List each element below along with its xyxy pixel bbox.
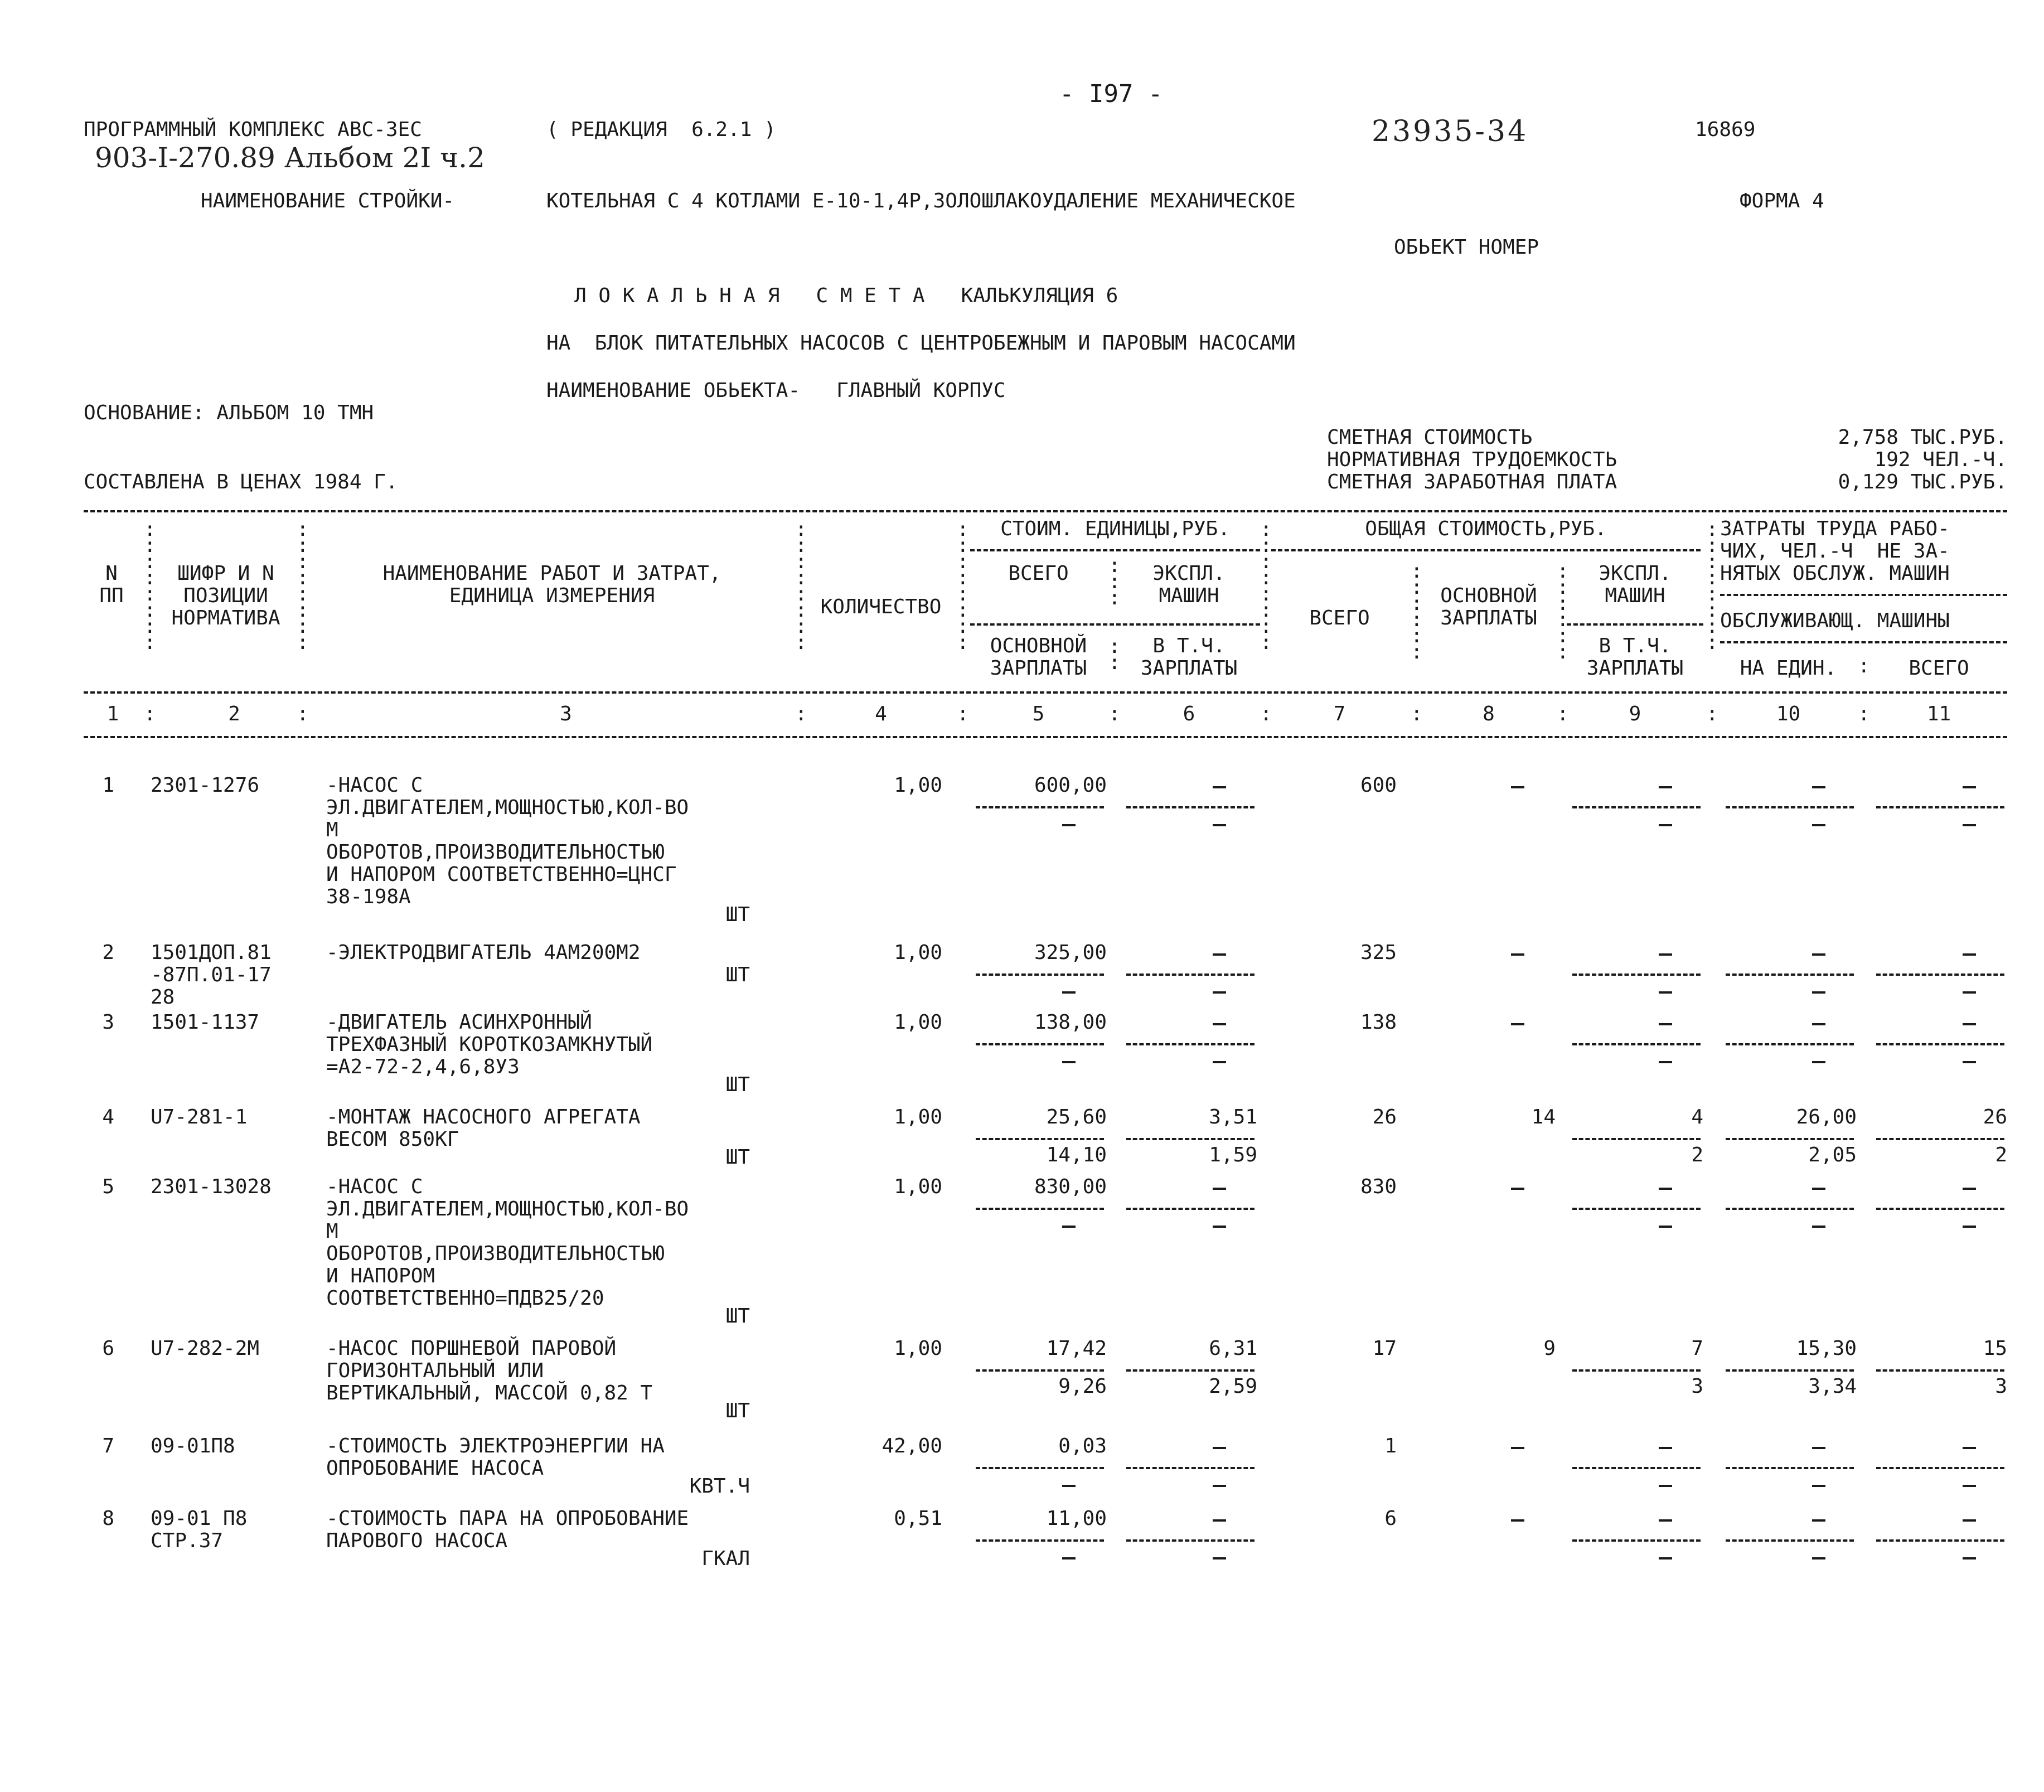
header-bottom-rule — [84, 736, 2007, 738]
object-number: ОБЬЕКТ НОМЕР — [1394, 236, 1539, 259]
row-name-line: СООТВЕТСТВЕННО=ПДВ25/20 — [326, 1287, 604, 1310]
cell-underline — [1126, 1467, 1255, 1469]
empty-value-dash — [1213, 1485, 1226, 1487]
header-col5b-line2: ЗАРПЛАТЫ — [990, 657, 1087, 680]
cell-underline — [1726, 1369, 1854, 1372]
empty-value-dash — [1062, 1226, 1076, 1228]
row-name-line: -НАСОС С — [326, 774, 423, 797]
empty-value-dash — [1963, 1485, 1976, 1487]
header-col1-line1: N — [105, 562, 118, 585]
cell-underline — [976, 806, 1104, 808]
unit-cost-total: 11,00 — [1046, 1507, 1107, 1530]
header-separator: : — [957, 703, 969, 725]
empty-value-dash — [1812, 1023, 1825, 1025]
cell-underline — [1126, 974, 1255, 976]
row-name-line: ЭЛ.ДВИГАТЕЛЕМ,МОЩНОСТЬЮ,КОЛ-ВО — [326, 796, 689, 819]
unit-cost-machines: 3,51 — [1209, 1106, 1257, 1129]
cell-underline — [1726, 1043, 1854, 1045]
unit-wage: 14,10 — [1046, 1144, 1107, 1166]
empty-value-dash — [1659, 953, 1672, 956]
header-separator: : — [1557, 703, 1569, 725]
unit-cost-total: 0,03 — [1058, 1435, 1107, 1457]
header-rule — [970, 549, 1260, 551]
row-number: 4 — [102, 1106, 114, 1129]
cell-underline — [1876, 1208, 2004, 1210]
row-name-line: -МОНТАЖ НАСОСНОГО АГРЕГАТА — [326, 1106, 641, 1129]
empty-value-dash — [1963, 1188, 1976, 1190]
cell-underline — [1572, 1138, 1701, 1140]
labor-per-unit: 15,30 — [1796, 1337, 1857, 1360]
row-number: 7 — [102, 1435, 114, 1457]
header-rule — [970, 623, 1260, 626]
labor-machines-per-unit: 3,34 — [1808, 1375, 1857, 1398]
row-unit: ГКАЛ — [701, 1547, 750, 1570]
row-name-line: ПАРОВОГО НАСОСА — [326, 1529, 508, 1552]
cell-underline — [1726, 1467, 1854, 1469]
cell-underline — [1876, 806, 2004, 808]
row-unit: ШТ — [725, 903, 750, 926]
cell-underline — [1876, 974, 2004, 976]
empty-value-dash — [1213, 824, 1226, 826]
total-cost: 17 — [1372, 1337, 1397, 1360]
total-wage: 14 — [1531, 1106, 1556, 1129]
empty-value-dash — [1511, 1188, 1524, 1190]
row-name-line: М — [326, 818, 338, 841]
header-separator: : : : : : : — [1411, 560, 1423, 663]
unit-cost-total: 830,00 — [1034, 1175, 1107, 1198]
empty-value-dash — [1963, 1519, 1976, 1522]
header-separator: : : : : : — [1108, 554, 1121, 674]
row-name-line: ВЕРТИКАЛЬНЫЙ, МАССОЙ 0,82 Т — [326, 1382, 653, 1404]
empty-value-dash — [1812, 991, 1825, 994]
empty-value-dash — [1812, 1557, 1825, 1559]
cell-underline — [1726, 1539, 1854, 1542]
empty-value-dash — [1659, 1447, 1672, 1449]
empty-value-dash — [1963, 824, 1976, 826]
basis: ОСНОВАНИЕ: АЛЬБОМ 10 ТМН — [84, 401, 374, 424]
total-wage: 9 — [1543, 1337, 1556, 1360]
row-name-line: -СТОИМОСТЬ ПАРА НА ОПРОБОВАНИЕ — [326, 1507, 689, 1530]
header-separator: : : : : : : : : — [297, 518, 309, 654]
empty-value-dash — [1062, 1061, 1076, 1063]
empty-value-dash — [1213, 1226, 1226, 1228]
header-separator: : — [297, 703, 309, 725]
cell-underline — [1726, 1208, 1854, 1210]
unit-cost-total: 138,00 — [1034, 1011, 1107, 1034]
header-labor-line3: НЯТЫХ ОБСЛУЖ. МАШИН — [1720, 562, 1950, 585]
empty-value-dash — [1812, 786, 1825, 788]
price-basis: СОСТАВЛЕНА В ЦЕНАХ 1984 Г. — [84, 471, 398, 493]
header-col6a-line2: МАШИН — [1159, 584, 1219, 607]
empty-value-dash — [1963, 1447, 1976, 1449]
header-col2-line2: ПОЗИЦИИ — [183, 584, 268, 607]
empty-value-dash — [1213, 786, 1226, 788]
unit-machine-wage: 1,59 — [1209, 1144, 1257, 1166]
header-separator: : : : : : : : : — [795, 518, 807, 654]
total-cost: 600 — [1360, 774, 1397, 797]
header-mid-rule — [84, 691, 2007, 694]
row-name-line: ГОРИЗОНТАЛЬНЫЙ ИЛИ — [326, 1359, 544, 1382]
header-separator: : — [1108, 703, 1121, 725]
construction-label: НАИМЕНОВАНИЕ СТРОЙКИ- — [201, 190, 455, 212]
header-col9b-line1: В Т.Ч. — [1599, 635, 1672, 657]
empty-value-dash — [1963, 1023, 1976, 1025]
row-name-line: -НАСОС ПОРШНЕВОЙ ПАРОВОЙ — [326, 1337, 617, 1360]
empty-value-dash — [1213, 991, 1226, 994]
row-name-line: ОБОРОТОВ,ПРОИЗВОДИТЕЛЬНОСТЬЮ — [326, 841, 665, 864]
row-number: 6 — [102, 1337, 114, 1360]
cell-underline — [1572, 806, 1701, 808]
row-number: 8 — [102, 1507, 114, 1530]
sheet-id: 16869 — [1695, 118, 1756, 141]
empty-value-dash — [1963, 991, 1976, 994]
empty-value-dash — [1812, 1519, 1825, 1522]
labor-total: 26 — [1983, 1106, 2007, 1129]
header-rule — [1720, 641, 2007, 643]
header-rule — [1271, 549, 1701, 551]
cell-underline — [1876, 1539, 2004, 1542]
column-number: 8 — [1483, 703, 1495, 725]
empty-value-dash — [1511, 953, 1524, 956]
cell-underline — [976, 1043, 1104, 1045]
row-code: 1501ДОП.81 — [151, 941, 272, 964]
empty-value-dash — [1812, 1447, 1825, 1449]
row-number: 5 — [102, 1175, 114, 1198]
header-col10: НА ЕДИН. — [1740, 657, 1837, 680]
empty-value-dash — [1213, 1023, 1226, 1025]
header-col11: ВСЕГО — [1909, 657, 1969, 680]
revision: ( РЕДАКЦИЯ 6.2.1 ) — [546, 118, 776, 141]
header-separator: : : : : : : : : — [144, 518, 156, 654]
empty-value-dash — [1659, 1226, 1672, 1228]
header-col1-line2: ПП — [99, 584, 124, 607]
row-name-line: -ЭЛЕКТРОДВИГАТЕЛЬ 4АМ200М2 — [326, 941, 641, 964]
header-separator: : — [795, 703, 807, 725]
cell-underline — [1126, 1138, 1255, 1140]
header-separator: : — [1260, 703, 1272, 725]
header-col4: КОЛИЧЕСТВО — [820, 595, 942, 618]
header-separator: : : : : : : : : — [1706, 518, 1718, 654]
row-code: 1501-1137 — [151, 1011, 260, 1034]
estimate-title: Л О К А Л Ь Н А Я С М Е Т А КАЛЬКУЛЯЦИЯ 6 — [574, 284, 1118, 307]
cell-underline — [1572, 1369, 1701, 1372]
empty-value-dash — [1213, 1519, 1226, 1522]
row-quantity: 1,00 — [894, 1175, 942, 1198]
total-label-labor: НОРМАТИВНАЯ ТРУДОЕМКОСТЬ — [1327, 448, 1617, 471]
estimate-subtitle: НА БЛОК ПИТАТЕЛЬНЫХ НАСОСОВ С ЦЕНТРОБЕЖНЫМ И ПАРОВЫМ НАСОСАМИ — [546, 332, 1296, 355]
total-label-cost: СМЕТНАЯ СТОИМОСТЬ — [1327, 426, 1533, 449]
cell-underline — [1572, 1539, 1701, 1542]
unit-cost-total: 600,00 — [1034, 774, 1107, 797]
header-rule — [1720, 594, 2007, 596]
empty-value-dash — [1812, 1485, 1825, 1487]
row-code: СТР.37 — [151, 1529, 224, 1552]
header-col2-line3: НОРМАТИВА — [171, 607, 280, 629]
cell-underline — [976, 974, 1104, 976]
header-separator: : — [1706, 703, 1718, 725]
row-unit: ШТ — [725, 1399, 750, 1422]
empty-value-dash — [1659, 1023, 1672, 1025]
empty-value-dash — [1213, 1447, 1226, 1449]
total-cost: 6 — [1384, 1507, 1397, 1530]
cell-underline — [976, 1369, 1104, 1372]
header-labor-line1: ЗАТРАТЫ ТРУДА РАБО- — [1720, 517, 1950, 540]
row-name-line: -НАСОС С — [326, 1175, 423, 1198]
row-code: 2301-13028 — [151, 1175, 272, 1198]
header-separator: : : : : : : : : — [957, 518, 969, 654]
header-col3-line1: НАИМЕНОВАНИЕ РАБОТ И ЗАТРАТ, — [382, 562, 721, 585]
column-number: 1 — [106, 703, 119, 725]
cell-underline — [1126, 1043, 1255, 1045]
header-col6b-line1: В Т.Ч. — [1152, 635, 1226, 657]
unit-wage: 9,26 — [1058, 1375, 1107, 1398]
row-unit: ШТ — [725, 1305, 750, 1328]
empty-value-dash — [1659, 1519, 1672, 1522]
empty-value-dash — [1213, 1061, 1226, 1063]
empty-value-dash — [1659, 786, 1672, 788]
header-separator: : — [144, 703, 156, 725]
handwritten-code: 903-I-270.89 Альбом 2I ч.2 — [95, 142, 485, 174]
header-rule — [1567, 623, 1703, 626]
row-code: 2301-1276 — [151, 774, 260, 797]
empty-value-dash — [1812, 953, 1825, 956]
cell-underline — [1572, 1043, 1701, 1045]
cell-underline — [976, 1208, 1104, 1210]
header-col6a-line1: ЭКСПЛ. — [1152, 562, 1226, 585]
header-separator: : — [1858, 703, 1870, 725]
empty-value-dash — [1812, 1061, 1825, 1063]
row-name-line: ТРЕХФАЗНЫЙ КОРОТКОЗАМКНУТЫЙ — [326, 1033, 653, 1056]
column-number: 7 — [1333, 703, 1346, 725]
empty-value-dash — [1659, 1485, 1672, 1487]
total-machine-wage: 2 — [1691, 1144, 1703, 1166]
construction-name: КОТЕЛЬНАЯ С 4 КОТЛАМИ Е-10-1,4Р,ЗОЛОШЛАКОУДАЛЕНИЕ МЕХАНИЧЕСКОЕ — [546, 190, 1296, 212]
empty-value-dash — [1659, 991, 1672, 994]
row-unit: КВТ.Ч — [689, 1475, 750, 1498]
row-quantity: 1,00 — [894, 1106, 942, 1129]
row-unit: ШТ — [725, 1146, 750, 1169]
total-machine-wage: 3 — [1691, 1375, 1703, 1398]
empty-value-dash — [1659, 1061, 1672, 1063]
header-unit-cost: СТОИМ. ЕДИНИЦЫ,РУБ. — [1000, 517, 1230, 540]
column-number: 6 — [1183, 703, 1195, 725]
total-cost: 830 — [1360, 1175, 1397, 1198]
unit-cost-machines: 6,31 — [1209, 1337, 1257, 1360]
header-labor-sub: ОБСЛУЖИВАЮЩ. МАШИНЫ — [1720, 609, 1950, 632]
cell-underline — [1126, 806, 1255, 808]
total-machines: 7 — [1691, 1337, 1703, 1360]
header-total-cost: ОБЩАЯ СТОИМОСТЬ,РУБ. — [1365, 517, 1607, 540]
header-separator: : — [1858, 655, 1870, 677]
row-quantity: 42,00 — [881, 1435, 942, 1457]
empty-value-dash — [1659, 1188, 1672, 1190]
row-code: U7-281-1 — [151, 1106, 248, 1129]
cell-underline — [1572, 1467, 1701, 1469]
cell-underline — [1726, 974, 1854, 976]
empty-value-dash — [1511, 1023, 1524, 1025]
row-quantity: 1,00 — [894, 1011, 942, 1034]
total-machines: 4 — [1691, 1106, 1703, 1129]
column-number: 3 — [560, 703, 572, 725]
labor-machines-per-unit: 2,05 — [1808, 1144, 1857, 1166]
row-name-line: -ДВИГАТЕЛЬ АСИНХРОННЫЙ — [326, 1011, 592, 1034]
cell-underline — [976, 1138, 1104, 1140]
row-unit: ШТ — [725, 1073, 750, 1096]
row-code: 28 — [151, 986, 175, 1009]
header-col2-line1: ШИФР И N — [177, 562, 274, 585]
empty-value-dash — [1963, 1226, 1976, 1228]
column-number: 11 — [1926, 703, 1951, 725]
row-name-line: -СТОИМОСТЬ ЭЛЕКТРОЭНЕРГИИ НА — [326, 1435, 665, 1457]
page-number: - I97 - — [1059, 80, 1163, 108]
unit-cost-total: 325,00 — [1034, 941, 1107, 964]
form-number: ФОРМА 4 — [1740, 190, 1824, 212]
header-col9b-line2: ЗАРПЛАТЫ — [1586, 657, 1684, 680]
column-number: 4 — [875, 703, 887, 725]
row-code: -87П.01-17 — [151, 963, 272, 986]
empty-value-dash — [1511, 1447, 1524, 1449]
header-col9a-line2: МАШИН — [1605, 584, 1665, 607]
unit-machine-wage: 2,59 — [1209, 1375, 1257, 1398]
row-name-line: М — [326, 1220, 338, 1243]
unit-cost-total: 17,42 — [1046, 1337, 1107, 1360]
labor-machines-total: 2 — [1995, 1144, 2007, 1166]
empty-value-dash — [1659, 1557, 1672, 1559]
header-separator: : — [1411, 703, 1423, 725]
empty-value-dash — [1963, 1557, 1976, 1559]
document-number: 23935-34 — [1372, 115, 1529, 148]
header-col6b-line2: ЗАРПЛАТЫ — [1140, 657, 1238, 680]
empty-value-dash — [1062, 1485, 1076, 1487]
empty-value-dash — [1213, 1188, 1226, 1190]
row-number: 3 — [102, 1011, 114, 1034]
row-unit: ШТ — [725, 963, 750, 986]
cell-underline — [1572, 974, 1701, 976]
row-name-line: 38-198А — [326, 885, 411, 908]
total-value-wage: 0,129 ТЫС.РУБ. — [1838, 471, 2007, 493]
header-col7: ВСЕГО — [1309, 607, 1370, 629]
header-labor-line2: ЧИХ, ЧЕЛ.-Ч НЕ ЗА- — [1720, 540, 1950, 563]
empty-value-dash — [1213, 953, 1226, 956]
header-col5b-line1: ОСНОВНОЙ — [990, 635, 1087, 657]
cell-underline — [1726, 1138, 1854, 1140]
cell-underline — [976, 1539, 1104, 1542]
header-top-rule — [84, 510, 2007, 512]
header-col5a: ВСЕГО — [1008, 562, 1069, 585]
row-quantity: 1,00 — [894, 941, 942, 964]
empty-value-dash — [1812, 1188, 1825, 1190]
header-col8-line1: ОСНОВНОЙ — [1440, 584, 1537, 607]
row-name-line: И НАПОРОМ СООТВЕТСТВЕННО=ЦНСГ — [326, 863, 677, 886]
cell-underline — [976, 1467, 1104, 1469]
total-cost: 1 — [1384, 1435, 1397, 1457]
cell-underline — [1726, 806, 1854, 808]
row-name-line: И НАПОРОМ — [326, 1265, 435, 1287]
empty-value-dash — [1812, 1226, 1825, 1228]
row-quantity: 1,00 — [894, 1337, 942, 1360]
header-col3-line2: ЕДИНИЦА ИЗМЕРЕНИЯ — [449, 584, 655, 607]
total-label-wage: СМЕТНАЯ ЗАРАБОТНАЯ ПЛАТА — [1327, 471, 1617, 493]
total-cost: 138 — [1360, 1011, 1397, 1034]
labor-total: 15 — [1983, 1337, 2007, 1360]
cell-underline — [1876, 1369, 2004, 1372]
cell-underline — [1876, 1138, 2004, 1140]
column-number: 10 — [1776, 703, 1801, 725]
total-cost: 26 — [1372, 1106, 1397, 1129]
cell-underline — [1126, 1369, 1255, 1372]
empty-value-dash — [1062, 1557, 1076, 1559]
empty-value-dash — [1511, 786, 1524, 788]
empty-value-dash — [1659, 824, 1672, 826]
object-name: НАИМЕНОВАНИЕ ОБЬЕКТА- ГЛАВНЫЙ КОРПУС — [546, 379, 1006, 402]
empty-value-dash — [1963, 786, 1976, 788]
unit-cost-total: 25,60 — [1046, 1106, 1107, 1129]
header-col8-line2: ЗАРПЛАТЫ — [1440, 607, 1537, 629]
column-number: 9 — [1629, 703, 1641, 725]
row-quantity: 1,00 — [894, 774, 942, 797]
cell-underline — [1572, 1208, 1701, 1210]
empty-value-dash — [1963, 1061, 1976, 1063]
column-number: 2 — [228, 703, 240, 725]
row-name-line: ВЕСОМ 850КГ — [326, 1128, 459, 1151]
cell-underline — [1876, 1043, 2004, 1045]
total-value-labor: 192 ЧЕЛ.-Ч. — [1874, 448, 2007, 471]
cell-underline — [1126, 1208, 1255, 1210]
row-quantity: 0,51 — [894, 1507, 942, 1530]
row-code: 09-01 П8 — [151, 1507, 248, 1530]
empty-value-dash — [1812, 824, 1825, 826]
empty-value-dash — [1213, 1557, 1226, 1559]
header-separator: : : : : : : — [1557, 560, 1569, 663]
row-number: 2 — [102, 941, 114, 964]
empty-value-dash — [1963, 953, 1976, 956]
total-value-cost: 2,758 ТЫС.РУБ. — [1838, 426, 2007, 449]
empty-value-dash — [1511, 1519, 1524, 1522]
labor-per-unit: 26,00 — [1796, 1106, 1857, 1129]
labor-machines-total: 3 — [1995, 1375, 2007, 1398]
cell-underline — [1126, 1539, 1255, 1542]
row-name-line: ЭЛ.ДВИГАТЕЛЕМ,МОЩНОСТЬЮ,КОЛ-ВО — [326, 1198, 689, 1221]
empty-value-dash — [1062, 991, 1076, 994]
row-name-line: =А2-72-2,4,6,8У3 — [326, 1055, 520, 1078]
row-name-line: ОБОРОТОВ,ПРОИЗВОДИТЕЛЬНОСТЬЮ — [326, 1242, 665, 1265]
total-cost: 325 — [1360, 941, 1397, 964]
header-separator: : : : : : : : : — [1260, 518, 1272, 654]
program-name: ПРОГРАММНЫЙ КОМПЛЕКС АВС-3ЕС — [84, 118, 422, 141]
column-number: 5 — [1032, 703, 1045, 725]
row-code: U7-282-2М — [151, 1337, 260, 1360]
row-number: 1 — [102, 774, 114, 797]
row-name-line: ОПРОБОВАНИЕ НАСОСА — [326, 1457, 544, 1480]
cell-underline — [1876, 1467, 2004, 1469]
row-code: 09-01П8 — [151, 1435, 235, 1457]
empty-value-dash — [1062, 824, 1076, 826]
header-col9a-line1: ЭКСПЛ. — [1599, 562, 1672, 585]
